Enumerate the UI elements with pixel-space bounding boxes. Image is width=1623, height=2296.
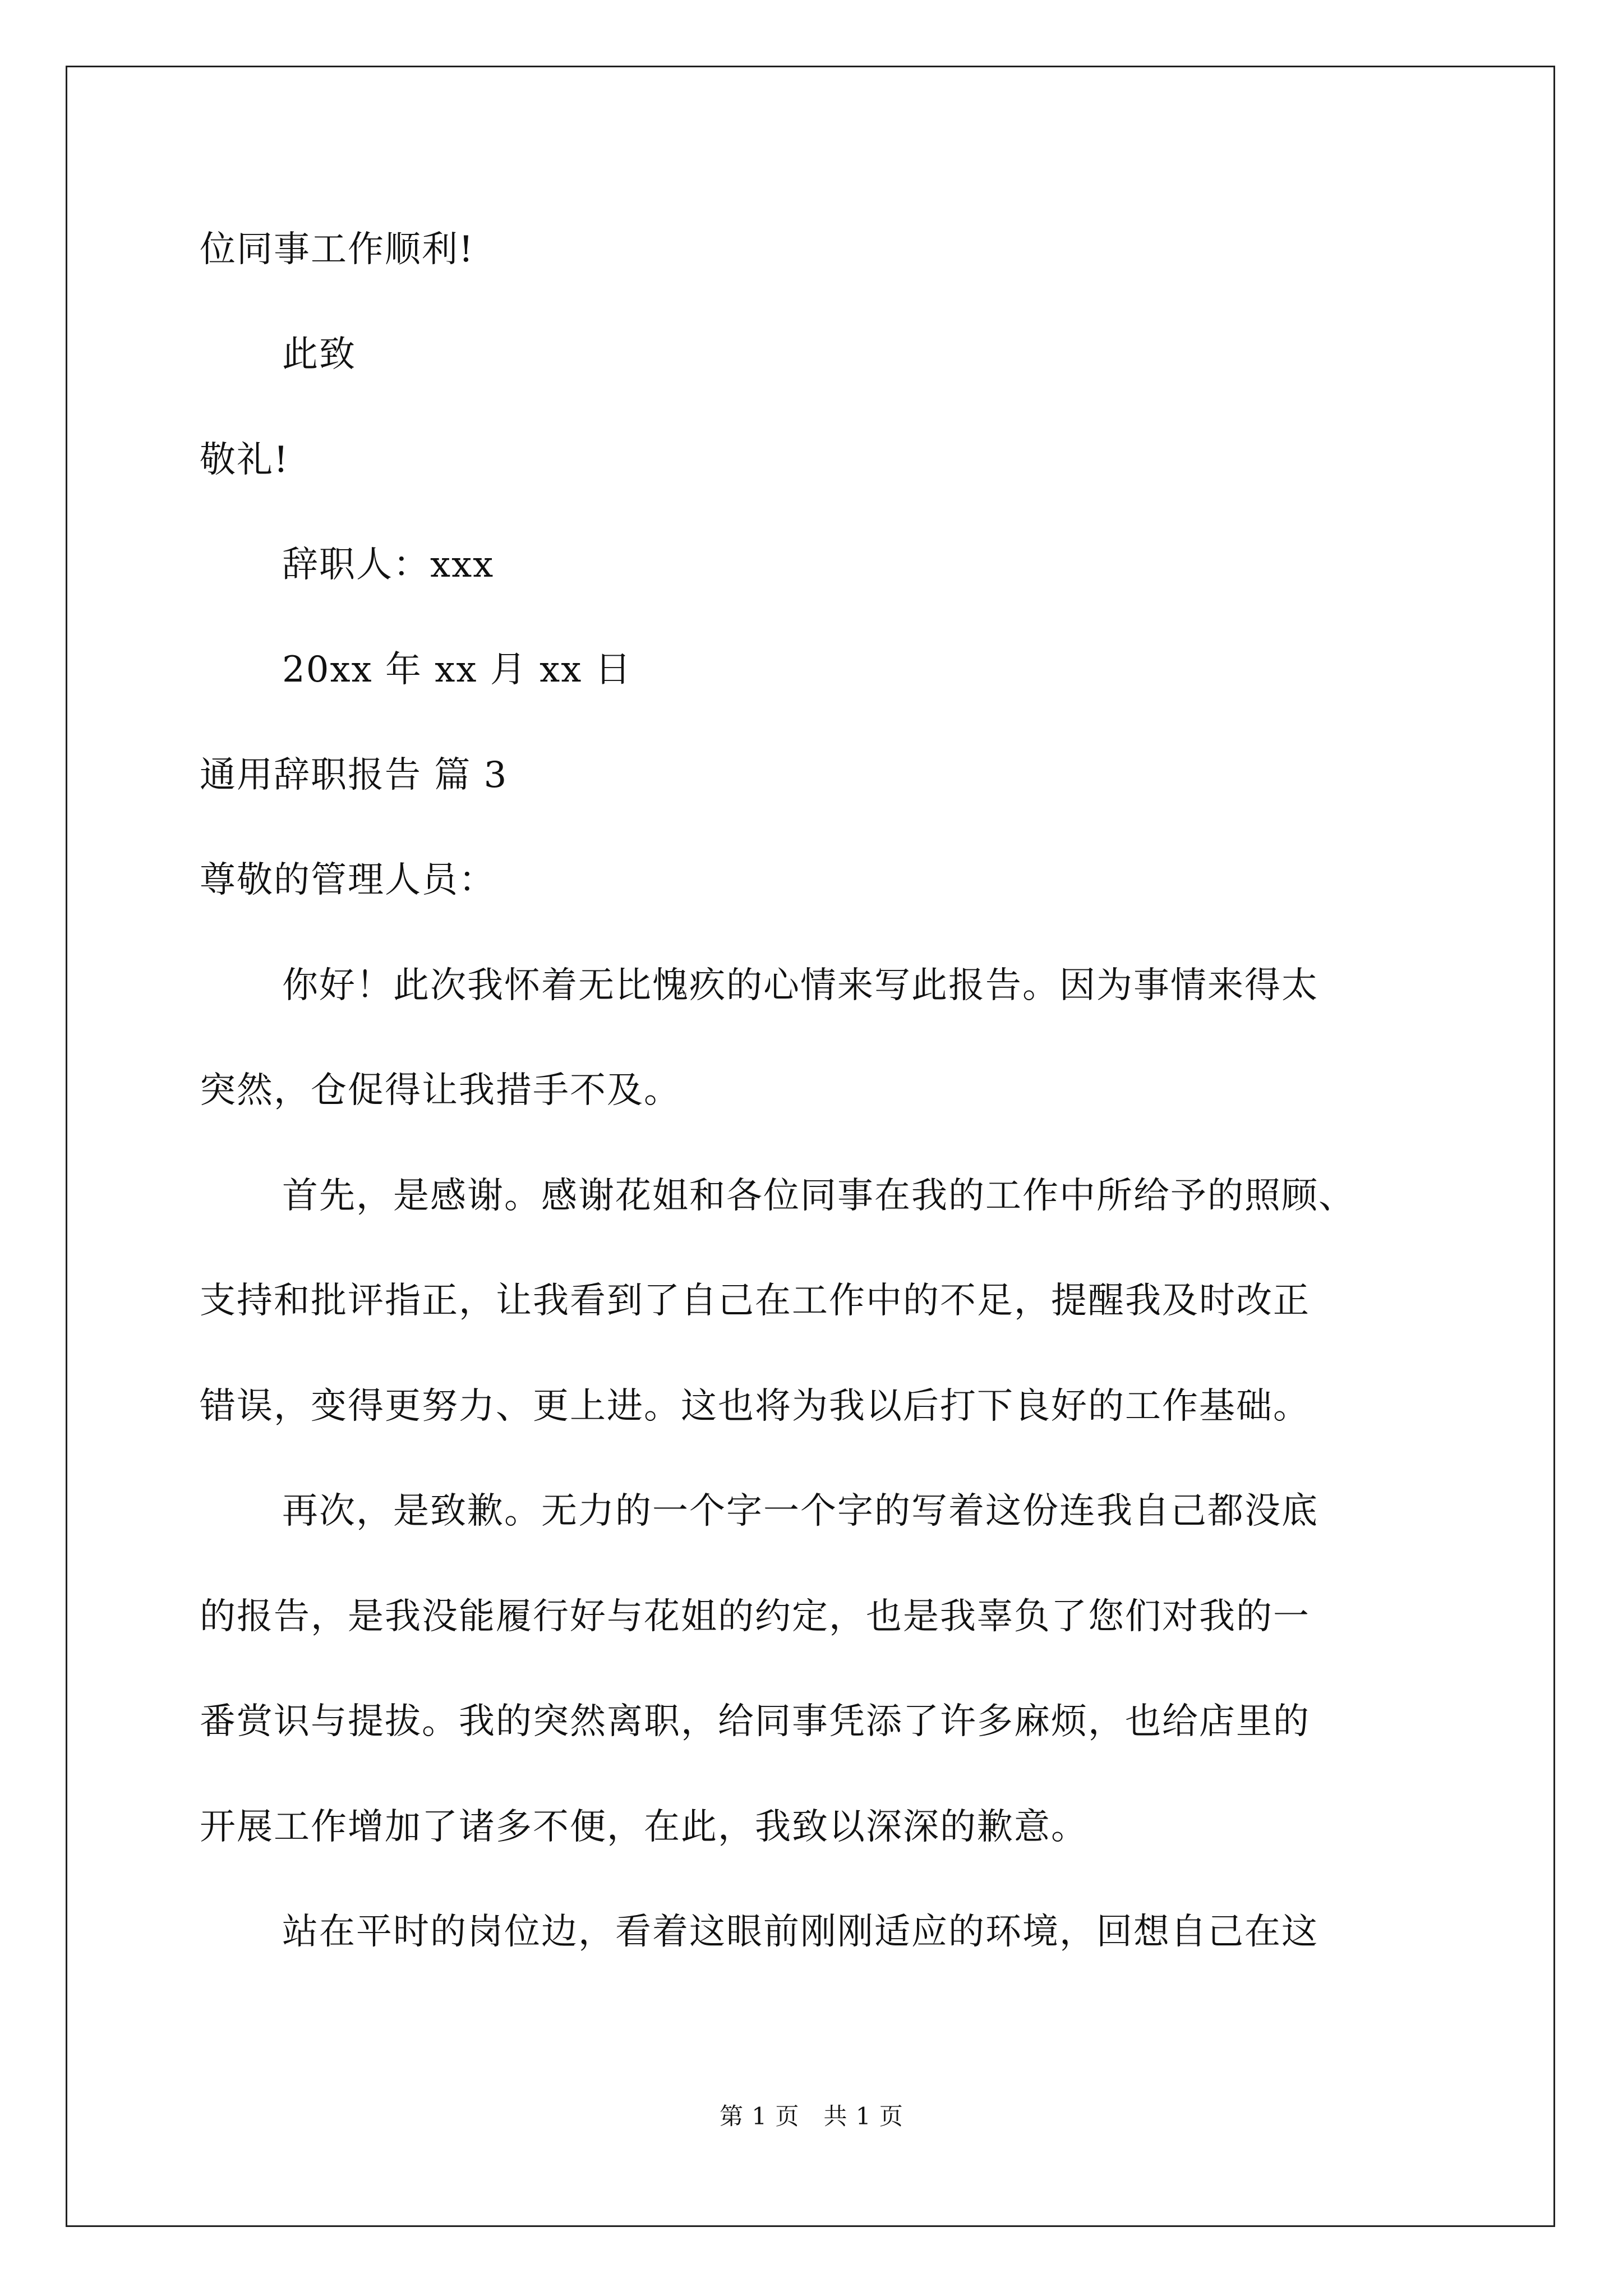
- paragraph-line: 错误，变得更努力、更上进。这也将为我以后打下良好的工作基础。: [200, 1386, 1310, 1427]
- paragraph-line: 你好！此次我怀着无比愧疚的心情来写此报告。因为事情来得太: [282, 965, 1318, 1006]
- page-number-footer: 第 1 页 共 1 页: [720, 2102, 903, 2130]
- paragraph-line: 站在平时的岗位边，看着这眼前刚刚适应的环境，回想自己在这: [282, 1911, 1318, 1953]
- text-line-resigner: 辞职人：xxx: [282, 544, 495, 586]
- paragraph-line: 支持和批评指正，让我看到了自己在工作中的不足，提醒我及时改正: [200, 1280, 1310, 1322]
- section-heading: 通用辞职报告 篇 3: [200, 754, 508, 796]
- paragraph-line: 再次，是致歉。无力的一个字一个字的写着这份连我自己都没底: [282, 1490, 1318, 1532]
- text-line-greeting: 尊敬的管理人员：: [200, 859, 496, 901]
- paragraph-line: 番赏识与提拔。我的突然离职，给同事凭添了许多麻烦，也给店里的: [200, 1701, 1310, 1742]
- text-line-salutation-jing-li: 敬礼!: [200, 439, 289, 481]
- text-line-date: 20xx 年 xx 月 xx 日: [282, 649, 632, 691]
- paragraph-line: 首先，是感谢。感谢花姐和各位同事在我的工作中所给予的照顾、: [282, 1175, 1355, 1217]
- paragraph-line: 开展工作增加了诸多不便，在此，我致以深深的歉意。: [200, 1806, 1088, 1848]
- paragraph-line: 突然，仓促得让我措手不及。: [200, 1070, 681, 1111]
- paragraph-line: 的报告，是我没能履行好与花姐的约定，也是我辜负了您们对我的一: [200, 1596, 1310, 1637]
- page-border: [66, 66, 1555, 2227]
- text-line-closing-wish: 位同事工作顺利!: [200, 229, 474, 270]
- text-line-salutation-ci-zhi: 此致: [282, 334, 356, 375]
